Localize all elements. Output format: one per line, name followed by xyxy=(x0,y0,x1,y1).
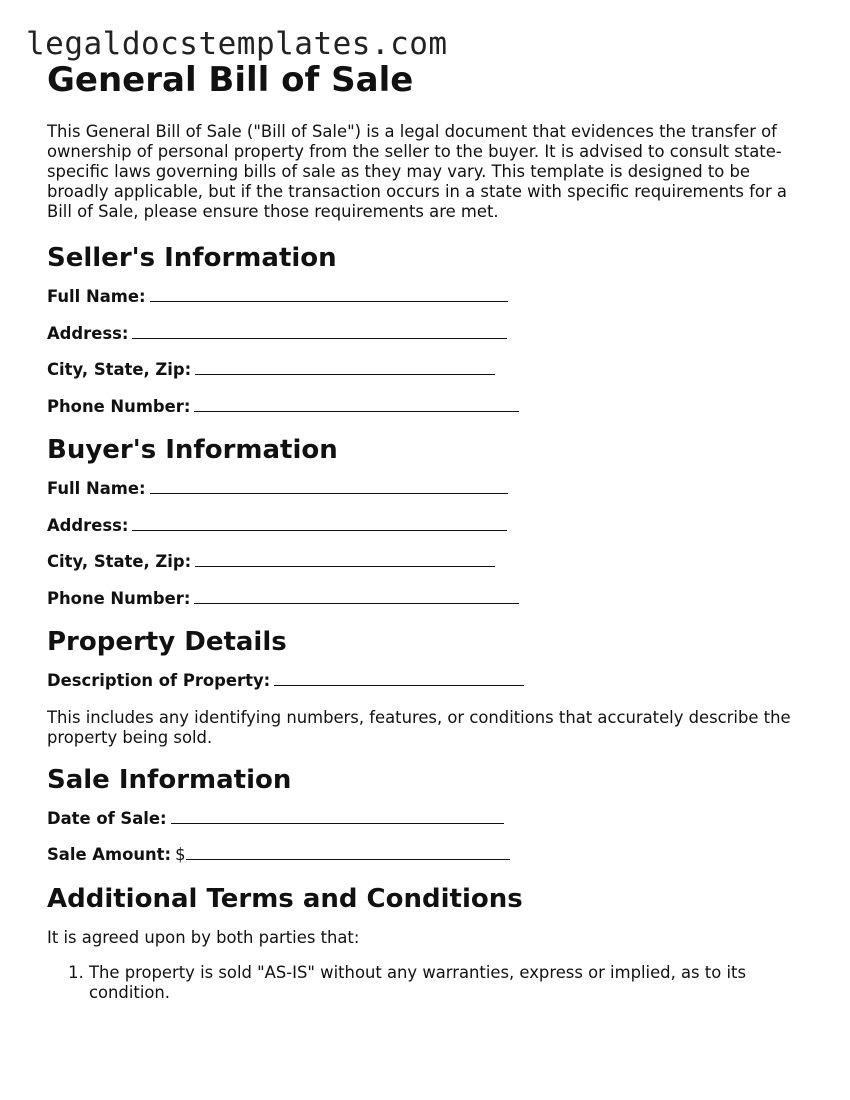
buyer-city-field xyxy=(47,552,807,572)
seller-phone-blank[interactable] xyxy=(194,397,519,412)
buyer-city-label: City, State, Zip: xyxy=(47,552,192,571)
seller-full-name-blank[interactable] xyxy=(150,287,508,302)
site-watermark: legaldocstemplates.com xyxy=(26,26,448,62)
property-heading: Property Details xyxy=(47,627,287,657)
document xyxy=(47,58,807,1003)
buyer-full-name-blank[interactable] xyxy=(150,479,508,494)
property-description-label: Description of Property: xyxy=(47,671,271,690)
terms-list xyxy=(47,963,807,1003)
buyer-heading: Buyer's Information xyxy=(47,435,338,465)
sale-heading: Sale Information xyxy=(47,764,292,795)
buyer-address-field xyxy=(47,516,807,536)
sale-amount-field xyxy=(47,845,807,865)
terms-lead: It is agreed upon by both parties that: xyxy=(47,927,360,947)
currency-symbol: $ xyxy=(175,845,186,864)
buyer-address-blank[interactable] xyxy=(132,516,507,531)
property-description-blank[interactable] xyxy=(274,671,524,686)
buyer-section xyxy=(47,433,807,609)
sale-amount-blank[interactable] xyxy=(186,845,510,860)
seller-address-field xyxy=(47,324,807,344)
buyer-phone-blank[interactable] xyxy=(194,589,519,604)
sale-amount-label: Sale Amount: xyxy=(47,845,172,864)
terms-list-item: 1. The property is sold "AS-IS" without any warranties, express or implied, as to its condition. xyxy=(89,963,807,1003)
sale-date-label: Date of Sale: xyxy=(47,808,167,828)
seller-heading: Seller's Information xyxy=(47,243,337,273)
seller-phone-label: Phone Number: xyxy=(47,396,191,416)
buyer-city-blank[interactable] xyxy=(195,552,495,567)
document-title: General Bill of Sale xyxy=(47,60,414,100)
seller-city-blank[interactable] xyxy=(195,360,495,375)
seller-city-field xyxy=(47,360,807,380)
property-description-field xyxy=(47,671,807,691)
seller-section xyxy=(47,241,807,417)
seller-address-label: Address: xyxy=(47,323,129,343)
seller-phone-field xyxy=(47,397,807,417)
seller-full-name-label: Full Name: xyxy=(47,287,146,306)
seller-full-name-field xyxy=(47,287,807,307)
buyer-phone-label: Phone Number: xyxy=(47,588,191,608)
terms-heading: Additional Terms and Conditions xyxy=(47,883,523,914)
buyer-address-label: Address: xyxy=(47,515,129,535)
buyer-full-name-label: Full Name: xyxy=(47,479,146,498)
intro-paragraph: This General Bill of Sale ("Bill of Sale") is a legal document that evidences the transfer of ownership of personal property from the seller to the buyer. It is advised to consult state-specific laws governing bills of sale as they may vary. This template is designed to be broadly applicable, but if the transaction occurs in a state with specific requirements for a Bill of Sale, please ensure those requirements are met. xyxy=(47,122,787,221)
seller-city-label: City, State, Zip: xyxy=(47,360,192,379)
seller-address-blank[interactable] xyxy=(132,324,507,339)
buyer-phone-field xyxy=(47,589,807,609)
terms-section xyxy=(47,882,807,1003)
sale-date-field xyxy=(47,809,807,829)
sale-section xyxy=(47,763,807,866)
sale-date-blank[interactable] xyxy=(171,809,504,824)
property-note: This includes any identifying numbers, features, or conditions that accurately describe the property being sold. xyxy=(47,707,791,747)
buyer-full-name-field xyxy=(47,479,807,499)
property-section xyxy=(47,625,807,748)
